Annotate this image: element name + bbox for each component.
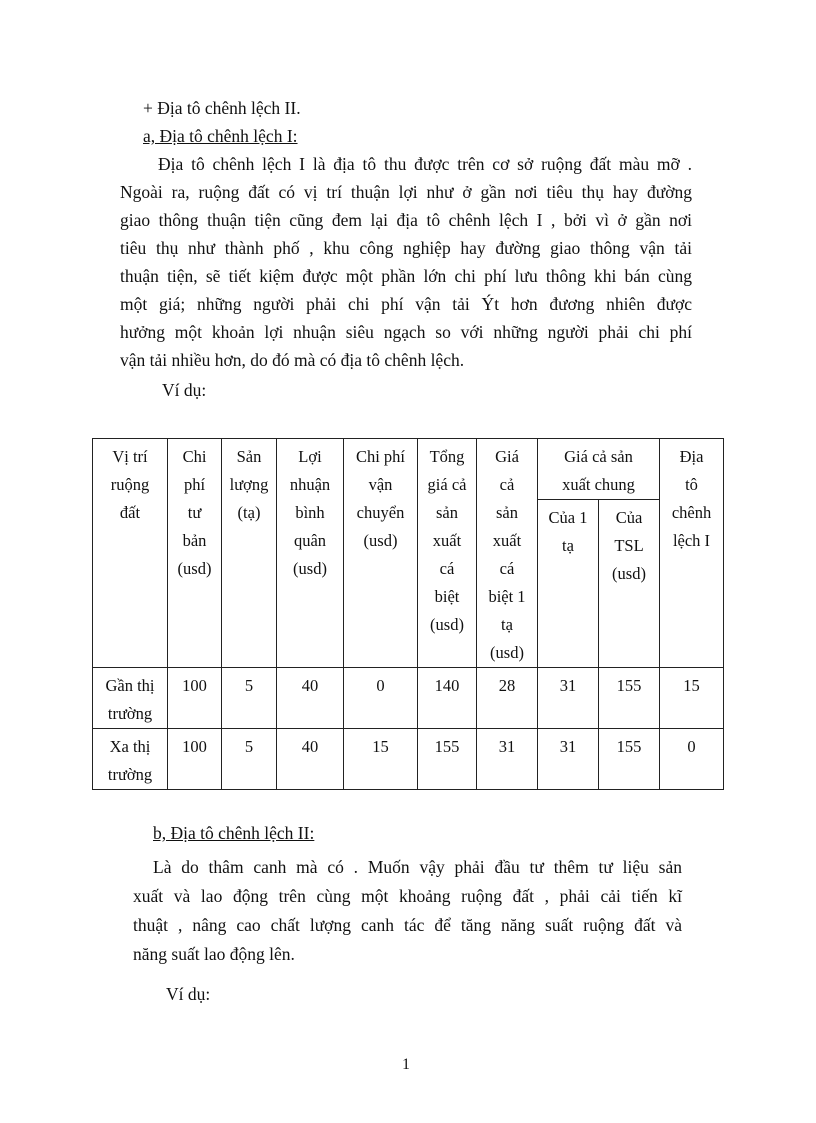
row-location: Xa thị trường xyxy=(93,729,168,790)
table-cell: 31 xyxy=(538,668,599,729)
para-b-line: Là do thâm canh mà có . Muốn vậy phải đầu tư thêm tư liệu sản xyxy=(153,857,682,877)
section-b-title: b, Địa tô chênh lệch II: xyxy=(153,823,315,843)
table-cell: 5 xyxy=(222,729,277,790)
page-number: 1 xyxy=(402,1056,410,1073)
table-cell: 40 xyxy=(277,668,344,729)
example-a-label: Ví dụ: xyxy=(162,380,207,400)
para-a-line: vận tải nhiều hơn, do đó mà có địa tô chênh lệch. xyxy=(120,350,465,370)
para-a-line: tiêu thụ như thành phố , khu công nghiệp hay đường giao thông vận tải xyxy=(120,238,692,258)
header-capital-cost: Chi phí tư bản (usd) xyxy=(168,439,222,668)
row-location: Gần thị trường xyxy=(93,668,168,729)
table-cell: 31 xyxy=(538,729,599,790)
para-a-line: Ngoài ra, ruộng đất có vị trí thuận lợi như ở gần nơi tiêu thụ hay đường xyxy=(120,182,692,202)
para-b-line: thuật , nâng cao chất lượng canh tác để tăng năng suất ruộng đất và xyxy=(133,915,682,935)
table-cell: 15 xyxy=(344,729,418,790)
header-per-unit: Của 1 tạ xyxy=(538,500,599,668)
header-location: Vị trí ruộng đất xyxy=(93,439,168,668)
header-unit-price: Giá cả sản xuất cá biệt 1 tạ (usd) xyxy=(477,439,538,668)
table-cell: 155 xyxy=(599,729,660,790)
table-cell: 100 xyxy=(168,729,222,790)
header-output: Sản lượng (tạ) xyxy=(222,439,277,668)
section-a-title: a, Địa tô chênh lệch I: xyxy=(143,126,298,146)
para-a-line: thuận tiện, sẽ tiết kiệm được một phần lớn chi phí lưu thông khi bán cùng xyxy=(120,266,692,286)
para-a-line: Địa tô chênh lệch I là địa tô thu được trên cơ sở ruộng đất màu mỡ . xyxy=(158,154,692,174)
table-cell: 155 xyxy=(599,668,660,729)
header-total-price: Tổng giá cả sản xuất cá biệt (usd) xyxy=(418,439,477,668)
header-differential-rent: Địa tô chênh lệch I xyxy=(660,439,724,668)
table-cell: 100 xyxy=(168,668,222,729)
para-b-line: xuất và lao động trên cùng một khoảng ruộng đất , phải cải tiến kĩ xyxy=(133,886,682,906)
table-row xyxy=(93,668,724,729)
header-common-price: Giá cả sản xuất chung xyxy=(538,439,660,500)
rent-table xyxy=(92,438,724,790)
table-cell: 0 xyxy=(344,668,418,729)
header-per-total: Của TSL (usd) xyxy=(599,500,660,668)
table-cell: 31 xyxy=(477,729,538,790)
bullet-heading: + Địa tô chênh lệch II. xyxy=(143,98,301,118)
para-b-line: năng suất lao động lên. xyxy=(133,944,295,964)
header-transport-cost: Chi phí vận chuyển (usd) xyxy=(344,439,418,668)
example-b-label: Ví dụ: xyxy=(166,984,211,1004)
table-cell: 28 xyxy=(477,668,538,729)
para-a-line: giao thông thuận tiện cũng đem lại địa tô chênh lệch I , bởi vì ở gần nơi xyxy=(120,210,692,230)
para-a-line: hưởng một khoản lợi nhuận siêu ngạch so với những người phải chi phí xyxy=(120,322,692,342)
para-a-line: một giá; những người phải chi phí vận tải Ýt hơn đương nhiên được xyxy=(120,294,692,314)
table-cell: 0 xyxy=(660,729,724,790)
table-cell: 140 xyxy=(418,668,477,729)
table-cell: 15 xyxy=(660,668,724,729)
table-cell: 155 xyxy=(418,729,477,790)
table-cell: 5 xyxy=(222,668,277,729)
table-row xyxy=(93,729,724,790)
header-avg-profit: Lợi nhuận bình quân (usd) xyxy=(277,439,344,668)
table-cell: 40 xyxy=(277,729,344,790)
